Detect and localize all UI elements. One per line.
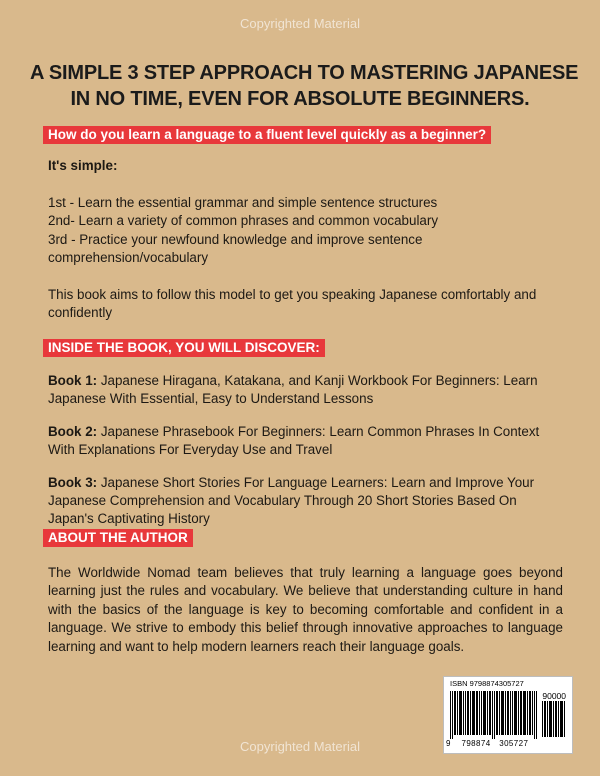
simple-text: It's simple: bbox=[48, 158, 118, 173]
aim-paragraph bbox=[48, 286, 563, 323]
ean-first-digit: 9 bbox=[446, 739, 451, 748]
ean-left-digits: 798874 bbox=[461, 739, 491, 748]
headline-line-1: A SIMPLE 3 STEP APPROACH TO MASTERING JAPANESE bbox=[30, 62, 579, 84]
book-3-label: Book 3: bbox=[48, 474, 98, 490]
book-1-text: Japanese Hiragana, Katakana, and Kanji Workbook For Beginners: Learn Japanese With Essential, Easy to Understand Lessons bbox=[48, 373, 538, 407]
book-1-label: Book 1: bbox=[48, 373, 98, 388]
step-3-continued: comprehension/vocabulary bbox=[48, 250, 209, 266]
watermark-top: Copyrighted Material bbox=[240, 16, 360, 31]
question-label: How do you learn a language to a fluent level quickly as a beginner? bbox=[43, 126, 491, 144]
about-author-label: ABOUT THE AUTHOR bbox=[43, 529, 193, 547]
author-bio bbox=[48, 564, 563, 656]
book-2-text: Japanese Phrasebook For Beginners: Learn Common Phrases In Context With Explanations For Everyday Use and Travel bbox=[48, 423, 540, 458]
author-bio-text: The Worldwide Nomad team believes that truly learning a language goes beyond learning just the rules and vocabulary. We believe that understanding culture in hand with the basics of the language is key to becoming comfortable and confident in a language. We strive to embody this belief through innovative approaches to language learning and want to help modern learners reach their language goals. bbox=[48, 565, 563, 654]
books-list bbox=[48, 372, 563, 543]
headline bbox=[30, 60, 579, 112]
ean-right-digits: 305727 bbox=[499, 739, 529, 748]
step-3: 3rd - Practice your newfound knowledge and improve sentence bbox=[48, 231, 423, 247]
step-1: 1st - Learn the essential grammar and simple sentence structures bbox=[48, 195, 438, 210]
discover-label: INSIDE THE BOOK, YOU WILL DISCOVER: bbox=[43, 339, 325, 357]
book-2 bbox=[48, 423, 563, 460]
aim-text: This book aims to follow this model to get you speaking Japanese comfortably and confidently bbox=[48, 287, 537, 321]
book-2-label: Book 2: bbox=[48, 423, 98, 439]
book-3 bbox=[48, 474, 563, 529]
step-2: 2nd- Learn a variety of common phrases and common vocabulary bbox=[48, 213, 439, 229]
isbn-number: ISBN 9798874305727 bbox=[450, 679, 524, 688]
price-code: 90000 bbox=[542, 691, 566, 701]
watermark-bottom: Copyrighted Material bbox=[240, 739, 360, 754]
steps-list bbox=[48, 194, 563, 268]
headline-line-2: IN NO TIME, EVEN FOR ABSOLUTE BEGINNERS. bbox=[70, 88, 530, 110]
price-barcode-bars bbox=[542, 701, 566, 737]
book-3-text: Japanese Short Stories For Language Learners: Learn and Improve Your Japanese Comprehension and Vocabulary Through 20 Short Stories Based On Japan's Captivating History bbox=[48, 474, 535, 527]
intro-simple bbox=[48, 157, 563, 175]
ean-barcode-bars bbox=[450, 691, 538, 739]
book-1 bbox=[48, 372, 563, 409]
